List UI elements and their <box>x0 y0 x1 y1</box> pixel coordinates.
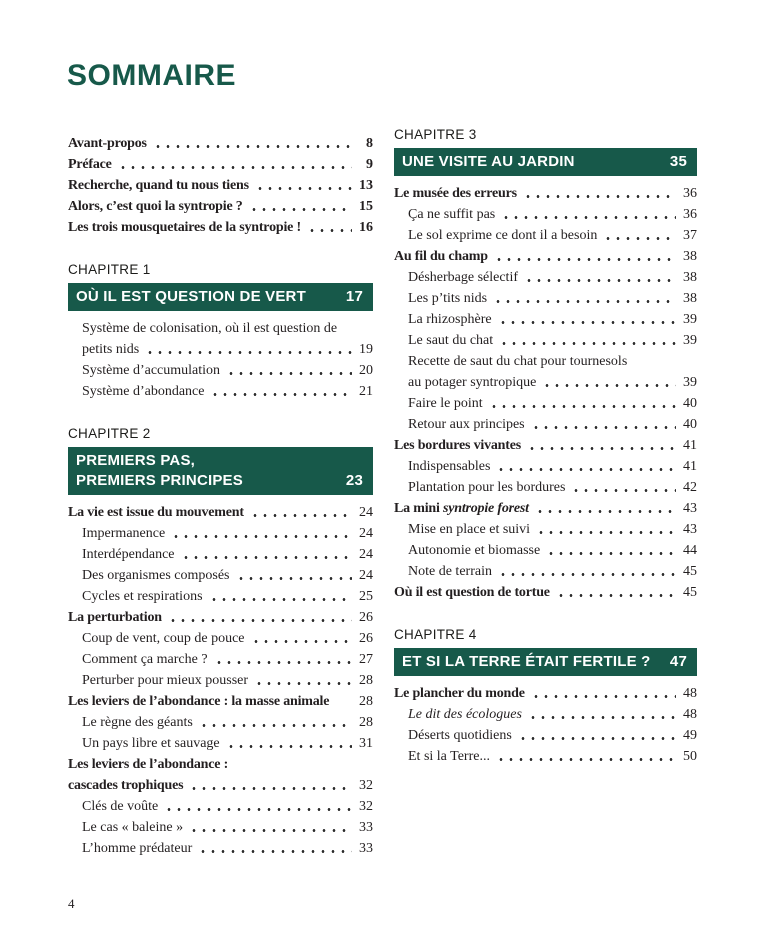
dot-leader <box>492 246 676 267</box>
toc-entry-label: Système d’accumulation <box>82 363 221 378</box>
chapter-title-page: 47 <box>669 653 687 670</box>
front-matter-block <box>68 133 373 238</box>
dot-leader <box>224 733 352 754</box>
dot-leader <box>151 133 352 154</box>
toc-entry <box>394 519 697 540</box>
page-title: SOMMAIRE <box>67 59 236 92</box>
toc-entries <box>394 183 697 603</box>
toc-entry <box>394 204 697 225</box>
toc-entry <box>68 712 373 733</box>
folio-page-number: 4 <box>68 896 75 911</box>
toc-entry-page: 40 <box>683 396 697 411</box>
dot-leader <box>143 339 352 360</box>
toc-entry-label: Le musée des erreurs <box>394 186 517 201</box>
dot-leader <box>234 565 353 586</box>
chapter-title <box>76 287 306 307</box>
toc-entry <box>68 360 373 381</box>
toc-entry-page: 43 <box>683 522 697 537</box>
toc-entry-page: 44 <box>683 543 697 558</box>
toc-entry-page: 37 <box>683 228 697 243</box>
toc-entry-page: 50 <box>683 749 697 764</box>
dot-leader <box>494 746 676 767</box>
toc-entry-page: 41 <box>683 438 697 453</box>
toc-entry-label: Système d’abondance <box>82 384 205 399</box>
toc-entry <box>68 628 373 649</box>
toc-entry <box>68 523 373 544</box>
chapter-title <box>402 652 651 672</box>
chapter-title-page: 17 <box>345 288 363 305</box>
toc-entry <box>68 381 373 402</box>
toc-entries <box>68 502 373 859</box>
toc-column-right <box>394 126 697 767</box>
toc-entry-page: 38 <box>683 249 697 264</box>
toc-entry-label-italic: syntropie forest <box>442 501 529 516</box>
toc-entry-page: 38 <box>683 291 697 306</box>
toc-entry-label: Le plancher du monde <box>394 686 525 701</box>
toc-entry <box>394 725 697 746</box>
chapter-title-bar <box>394 148 697 176</box>
toc-entry-page: 16 <box>359 220 373 235</box>
dot-leader <box>529 414 676 435</box>
chapter-block <box>394 626 697 767</box>
toc-entry-page: 15 <box>359 199 373 214</box>
dot-leader <box>533 498 676 519</box>
dot-leader <box>169 523 352 544</box>
dot-leader <box>187 817 352 838</box>
toc-entry-line1 <box>68 754 373 775</box>
dot-leader <box>516 725 676 746</box>
toc-entry-label: Comment ça marche ? <box>82 652 208 667</box>
toc-entry-line1 <box>82 318 373 339</box>
toc-entry-label: petits nids <box>82 342 140 357</box>
toc-entry-label: Le saut du chat <box>408 333 494 348</box>
dot-leader <box>249 628 352 649</box>
toc-entry-label: au potager syntropique <box>408 375 537 390</box>
toc-entry-page: 21 <box>359 384 373 399</box>
toc-entry-page: 26 <box>359 610 373 625</box>
dot-leader <box>305 217 352 238</box>
dot-leader <box>526 704 676 725</box>
toc-entries <box>68 318 373 402</box>
toc-entry <box>394 704 697 725</box>
dot-leader <box>496 561 676 582</box>
toc-entry-label: Désherbage sélectif <box>408 270 518 285</box>
toc-entry-page: 8 <box>366 136 373 151</box>
chapter-title <box>76 451 243 491</box>
chapter-title-line: OÙ IL EST QUESTION DE VERT <box>76 288 306 305</box>
toc-entry <box>68 649 373 670</box>
toc-entry <box>394 393 697 414</box>
toc-entry <box>68 838 373 859</box>
chapter-label: CHAPITRE 4 <box>394 627 477 642</box>
toc-entry-label: Préface <box>68 157 112 172</box>
dot-leader <box>252 670 352 691</box>
toc-entry-label: Des organismes composés <box>82 568 230 583</box>
toc-entry-page: 49 <box>683 728 697 743</box>
chapter-title-line: PREMIERS PAS, <box>76 452 196 469</box>
toc-entry-page: 43 <box>683 501 697 516</box>
dot-leader <box>521 183 676 204</box>
toc-entry-page: 25 <box>359 589 373 604</box>
toc-entry-page: 39 <box>683 312 697 327</box>
toc-entry-label: Recherche, quand tu nous tiens <box>68 178 249 193</box>
toc-entry-label: La perturbation <box>68 610 162 625</box>
toc-entry <box>394 582 697 603</box>
spacer <box>329 691 352 712</box>
chapter-title-line: ET SI LA TERRE ÉTAIT FERTILE ? <box>402 653 651 670</box>
toc-entry-page: 39 <box>683 333 697 348</box>
toc-entry-page: 13 <box>359 178 373 193</box>
toc-entry-label: Le dit des écologues <box>408 707 522 722</box>
dot-leader <box>116 154 352 175</box>
toc-entry <box>394 456 697 477</box>
toc-entry-page: 38 <box>683 270 697 285</box>
dot-leader <box>212 649 352 670</box>
dot-leader <box>247 196 352 217</box>
toc-entry <box>394 683 697 704</box>
chapter-title-line: UNE VISITE AU JARDIN <box>402 153 575 170</box>
toc-entry <box>394 288 697 309</box>
dot-leader <box>554 582 676 603</box>
toc-entry-label: Déserts quotidiens <box>408 728 512 743</box>
toc-entry-label: Les leviers de l’abondance : <box>68 757 229 772</box>
toc-entry-label: Cycles et respirations <box>82 589 203 604</box>
toc-entry-label: Le règne des géants <box>82 715 193 730</box>
toc-entry <box>68 175 373 196</box>
toc-entry-label: Perturber pour mieux pousser <box>82 673 249 688</box>
toc-entry-page: 33 <box>359 841 373 856</box>
dot-leader <box>499 204 676 225</box>
chapter-label: CHAPITRE 3 <box>394 127 477 142</box>
toc-entry <box>394 330 697 351</box>
dot-leader <box>166 607 352 628</box>
toc-entry <box>394 246 697 267</box>
chapter-block <box>394 126 697 603</box>
toc-entry <box>68 607 373 628</box>
toc-entry-label: Système de colonisation, où il est question de <box>82 321 338 336</box>
toc-entry-label: Mise en place et suivi <box>408 522 531 537</box>
toc-entry <box>394 309 697 330</box>
dot-leader <box>224 360 352 381</box>
toc-entry-line2 <box>82 339 373 360</box>
toc-entry-label: Et si la Terre... <box>408 749 490 764</box>
toc-entry-label: Note de terrain <box>408 564 492 579</box>
toc-entry-label: Clés de voûte <box>82 799 159 814</box>
chapter-block <box>68 261 373 402</box>
toc-entry <box>68 565 373 586</box>
dot-leader <box>487 393 676 414</box>
toc-entry <box>68 586 373 607</box>
chapter-title-line: PREMIERS PRINCIPES <box>76 472 243 489</box>
toc-entry <box>68 544 373 565</box>
toc-entry-page: 36 <box>683 207 697 222</box>
chapter-title-bar <box>68 447 373 495</box>
toc-entry <box>394 351 697 393</box>
toc-entry-label: Les trois mousquetaires de la syntropie ! <box>68 220 301 235</box>
dot-leader <box>197 712 352 733</box>
toc-entry <box>68 133 373 154</box>
toc-entry-page: 24 <box>359 505 373 520</box>
toc-entry-page: 32 <box>359 778 373 793</box>
toc-entry-page: 24 <box>359 568 373 583</box>
toc-entry-page: 9 <box>366 157 373 172</box>
toc-entry-page: 31 <box>359 736 373 751</box>
toc-entry-label: Ça ne suffit pas <box>408 207 496 222</box>
toc-entry <box>394 414 697 435</box>
toc-entry <box>68 817 373 838</box>
toc-entry-page: 48 <box>683 686 697 701</box>
toc-entry <box>394 540 697 561</box>
toc-entry-label: La rhizosphère <box>408 312 492 327</box>
toc-entry-page: 36 <box>683 186 697 201</box>
toc-entry-label: Le cas « baleine » <box>82 820 184 835</box>
toc-entry <box>394 498 697 519</box>
toc-entries <box>68 133 373 238</box>
toc-entry-label: Avant-propos <box>68 136 147 151</box>
toc-entry-line2 <box>408 372 697 393</box>
toc-entry-label: cascades trophiques <box>68 778 184 793</box>
dot-leader <box>497 330 676 351</box>
toc-entry-label: Les leviers de l’abondance : la masse animale <box>68 694 330 709</box>
toc-entry <box>68 196 373 217</box>
toc-entry <box>394 435 697 456</box>
dot-leader <box>544 540 676 561</box>
toc-entry <box>394 746 697 767</box>
toc-entry-page: 27 <box>359 652 373 667</box>
toc-entry-page: 45 <box>683 564 697 579</box>
dot-leader <box>525 435 676 456</box>
toc-entry-page: 20 <box>359 363 373 378</box>
toc-entry <box>68 754 373 796</box>
toc-entry <box>68 670 373 691</box>
toc-entries <box>394 683 697 767</box>
chapter-title-bar <box>394 648 697 676</box>
toc-entry <box>68 318 373 360</box>
toc-entry-line1 <box>408 351 697 372</box>
chapter-title-bar <box>68 283 373 311</box>
dot-leader <box>196 838 352 859</box>
dot-leader <box>248 502 352 523</box>
toc-entry-label: Interdépendance <box>82 547 175 562</box>
dot-leader <box>540 372 676 393</box>
dot-leader <box>534 519 676 540</box>
toc-entry-label: Impermanence <box>82 526 166 541</box>
toc-entry-page: 48 <box>683 707 697 722</box>
toc-entry-label: Coup de vent, coup de pouce <box>82 631 245 646</box>
toc-entry <box>394 267 697 288</box>
toc-entry-page: 28 <box>359 694 373 709</box>
toc-entry-label: La mini syntropie forest <box>394 501 529 516</box>
toc-entry-page: 33 <box>359 820 373 835</box>
toc-column-left <box>68 126 373 859</box>
toc-entry <box>68 691 373 712</box>
chapter-title <box>402 152 575 172</box>
dot-leader <box>494 456 676 477</box>
toc-entry-label: Où il est question de tortue <box>394 585 550 600</box>
toc-entry-label: L’homme prédateur <box>82 841 193 856</box>
toc-entry <box>68 733 373 754</box>
toc-entry <box>68 154 373 175</box>
toc-entry <box>394 561 697 582</box>
toc-entry <box>68 502 373 523</box>
toc-entry-label: Le sol exprime ce dont il a besoin <box>408 228 598 243</box>
toc-entry-label: Alors, c’est quoi la syntropie ? <box>68 199 243 214</box>
toc-entry-page: 39 <box>683 375 697 390</box>
toc-entry-page: 19 <box>359 342 373 357</box>
toc-entry <box>394 183 697 204</box>
toc-entry-page: 28 <box>359 715 373 730</box>
dot-leader <box>601 225 676 246</box>
toc-entry-page: 26 <box>359 631 373 646</box>
toc-entry <box>68 796 373 817</box>
toc-entry-label: Autonomie et biomasse <box>408 543 541 558</box>
chapter-title-page: 23 <box>345 472 363 489</box>
dot-leader <box>522 267 676 288</box>
toc-entry-label: Retour aux principes <box>408 417 525 432</box>
toc-entry <box>394 477 697 498</box>
toc-entry-label: Indispensables <box>408 459 491 474</box>
dot-leader <box>187 775 352 796</box>
toc-entry <box>394 225 697 246</box>
chapter-title-page: 35 <box>669 153 687 170</box>
toc-entry <box>68 217 373 238</box>
toc-entry-label: Recette de saut du chat pour tournesols <box>408 354 628 369</box>
dot-leader <box>496 309 676 330</box>
toc-entry-page: 24 <box>359 526 373 541</box>
dot-leader <box>529 683 676 704</box>
toc-entry-label: Plantation pour les bordures <box>408 480 566 495</box>
chapter-block <box>68 425 373 859</box>
chapter-label: CHAPITRE 2 <box>68 426 151 441</box>
toc-entry-label: Un pays libre et sauvage <box>82 736 220 751</box>
toc-entry-page: 45 <box>683 585 697 600</box>
toc-entry-page: 42 <box>683 480 697 495</box>
toc-entry-page: 28 <box>359 673 373 688</box>
toc-entry-label: Faire le point <box>408 396 483 411</box>
dot-leader <box>162 796 352 817</box>
chapter-label: CHAPITRE 1 <box>68 262 151 277</box>
toc-entry-label: Les p’tits nids <box>408 291 488 306</box>
dot-leader <box>253 175 352 196</box>
toc-entry-page: 32 <box>359 799 373 814</box>
dot-leader <box>207 586 352 607</box>
toc-entry-label: Les bordures vivantes <box>394 438 521 453</box>
toc-entry-page: 24 <box>359 547 373 562</box>
dot-leader <box>569 477 676 498</box>
toc-entry-page: 41 <box>683 459 697 474</box>
toc-entry-label: La vie est issue du mouvement <box>68 505 244 520</box>
dot-leader <box>491 288 676 309</box>
dot-leader <box>179 544 353 565</box>
toc-entry-label: Au fil du champ <box>394 249 488 264</box>
toc-entry-page: 40 <box>683 417 697 432</box>
dot-leader <box>208 381 352 402</box>
toc-entry-line2 <box>68 775 373 796</box>
